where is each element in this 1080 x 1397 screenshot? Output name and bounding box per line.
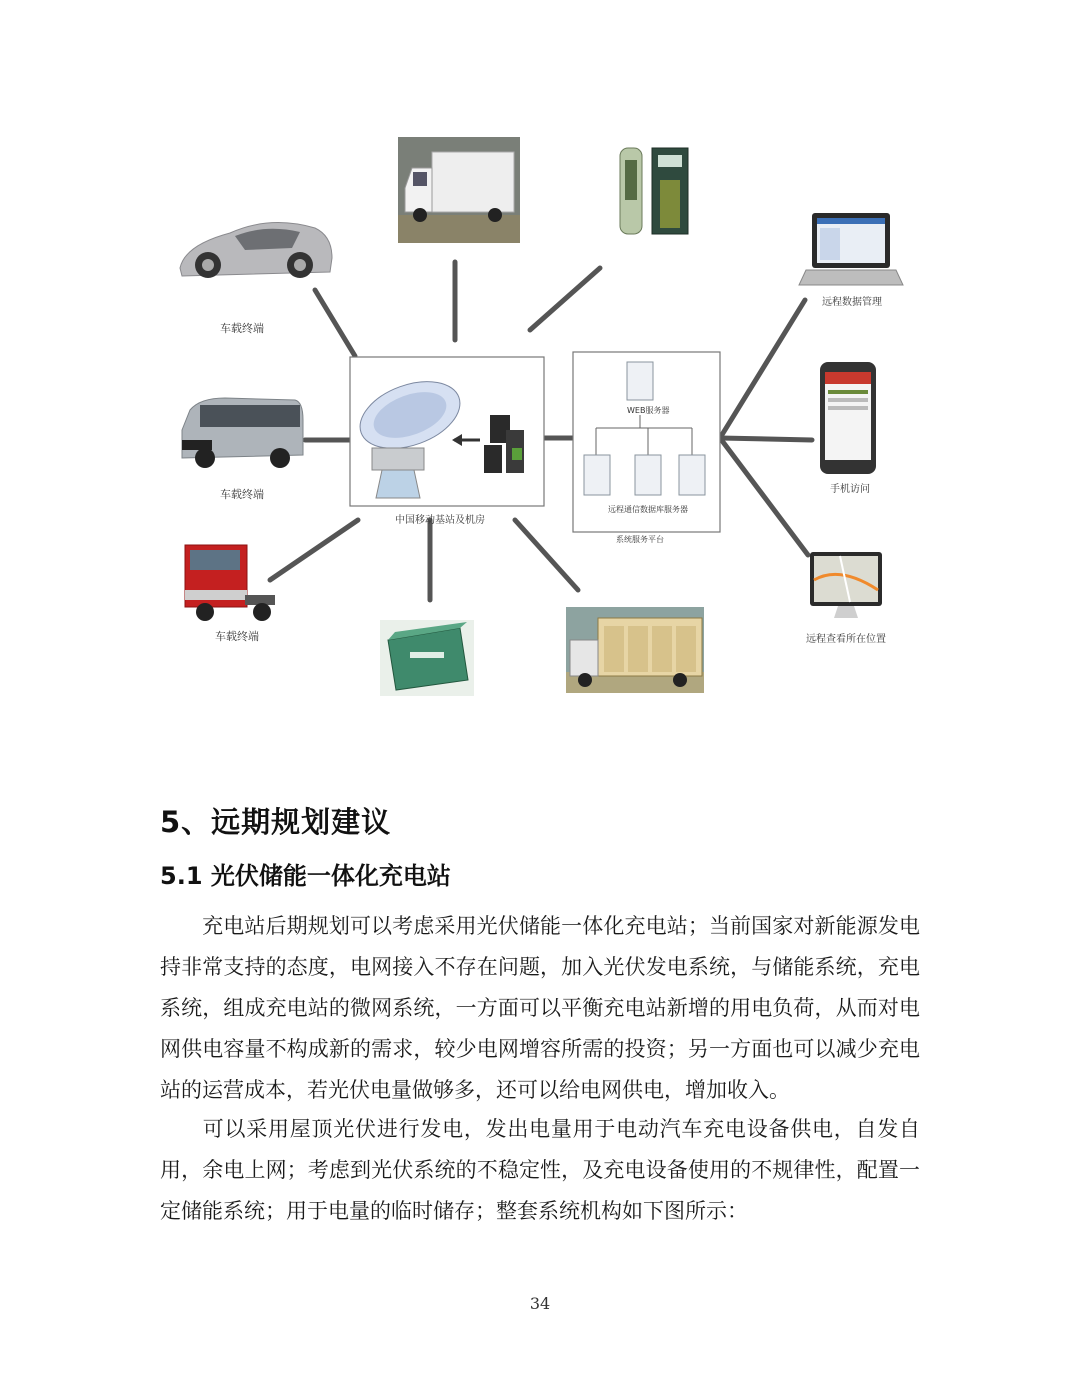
phone-image xyxy=(820,362,876,474)
laptop-image xyxy=(799,213,903,285)
paragraph-1 xyxy=(160,906,920,1111)
truck-image xyxy=(185,545,275,621)
platform-label: 系统服务平台 xyxy=(616,535,664,544)
remote-mgmt-label: 远程数据管理 xyxy=(822,297,882,308)
box-truck-image xyxy=(398,137,520,243)
base-station-panel xyxy=(350,357,544,506)
location-label: 远程查看所在位置 xyxy=(806,634,886,645)
paragraph-1-text: 充电站后期规划可以考虑采用光伏储能一体化充电站；当前国家对新能源发电持非常支持的态度，电网接入不存在问题，加入光伏发电系统，与储能系统，充电系统，组成充电站的微网系统，一方面可以平衡充电站新增的用电负荷，从而对电网供电容量不构成新的需求，较少电网增容所需的投资；另一方面也可以减少充电站的运营成本，若光伏电量做够多，还可以给电网供电，增加收入。 xyxy=(160,914,920,1102)
car-image xyxy=(180,223,332,278)
power-truck-image xyxy=(566,607,704,693)
web-server-label: WEB服务器 xyxy=(627,406,670,415)
monitor-image xyxy=(810,552,882,618)
van-label: 车载终端 xyxy=(220,488,264,501)
van-image xyxy=(182,398,303,468)
paragraph-2-text: 可以采用屋顶光伏进行发电，发出电量用于电动汽车充电设备供电，自发自用，余电上网；考虑到光伏系统的不稳定性，及充电设备使用的不规律性，配置一定储能系统；用于电量的临时储存；整套系统机构如下图所示： xyxy=(160,1117,920,1223)
charging-pile-image xyxy=(620,148,688,234)
paragraph-2 xyxy=(160,1109,920,1232)
truck-label: 车载终端 xyxy=(215,630,259,643)
car-label: 车载终端 xyxy=(220,322,264,335)
page-number: 34 xyxy=(529,1294,551,1313)
station-label: 中国移动基站及机房 xyxy=(395,515,485,526)
mobile-label: 手机访问 xyxy=(830,484,870,495)
container-image xyxy=(380,620,474,696)
db-server-label: 远程通信数据库服务器 xyxy=(608,505,688,514)
section-heading: 5、远期规划建议 xyxy=(160,805,392,839)
subsection-heading: 5.1 光伏储能一体化充电站 xyxy=(160,862,451,890)
